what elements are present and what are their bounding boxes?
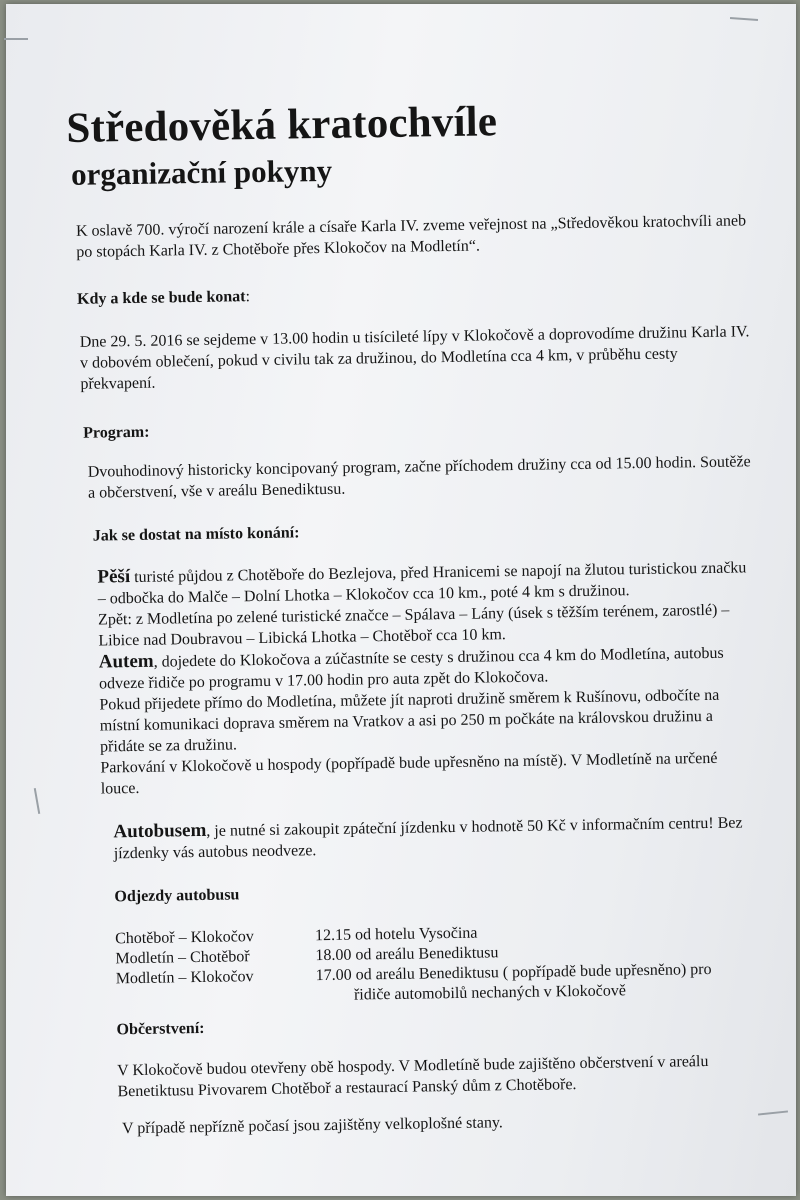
page-subtitle: organizační pokyny [70,152,333,192]
program-paragraph: Dvouhodinový historicky koncipovaný program, začne příchodem družiny cca od 15.00 hodin. Soutěže a občerstvení, vše v areálu Benediktusu. [87,453,751,502]
program-heading: Program: [83,423,150,442]
walk-back-paragraph: Zpět: z Modletína po zelené turistické značce – Spálava – Lány (úsek s těžším terénem, zarostlé) – Libice nad Doubravou – Libická Lhotka – Chotěboř cca 10 km. [97,601,730,650]
bus-text: , je nutné si zakoupit zpáteční jízdenku v hodnotě 50 Kč v informačním centru! Bez jízdenky vás autobus neodveze. [113,814,743,863]
departure-route: Modletín – Chotěboř [115,948,250,968]
departure-route: Chotěboř – Klokočov [114,928,254,948]
page-title: Středověká kratochvíle [66,98,498,152]
walk-text: turisté půjdou z Chotěboře do Bezlejova, před Hranicemi se napojí na žlutou turistickou značku – odbočka do Malče – Dolní Lhotka – Klokočov cca 10 km., poté 4 km s družinou. [97,559,747,608]
car-lead: Autem [98,650,154,673]
how-heading: Jak se dostat na místo konání: [92,524,300,545]
departures-heading: Odjezdy autobusu [114,886,240,906]
notice-content [66,93,762,1140]
when-paragraph: Dne 29. 5. 2016 se sejdeme v 13.00 hodin u tisícileté lípy v Klokočově a doprovodíme družinu Karla IV. v dobovém oblečení, pokud v civilu tak za družinou, do Modletína cca 4 km, v průběhu cesty překvapení. [79,323,750,393]
departures-table [115,919,760,1009]
staple [730,17,758,21]
paper-sheet [6,4,796,1196]
departure-route: Modletín – Klokočov [115,968,254,988]
walk-lead: Pěší [97,566,131,588]
staple [758,1110,788,1115]
staple [34,788,40,814]
refreshments-paragraph: V Klokočově budou otevřeny obě hospody. V Modletíně bude zajištěno občerstvení v areálu Benetiktusu Pivovarem Chotěboř a restaurací Panský dům z Chotěboře. [117,1053,709,1101]
when-heading-suffix: : [245,288,251,306]
travel-section [97,556,757,799]
bus-lead: Autobusem [113,819,207,843]
car-text: , dojedete do Klokočova a zúčastníte se cesty s družinou cca 4 km do Modletína, autobus odveze řidiče po programu v 17.00 hodin pro auta zpět do Klokočova. [98,644,724,693]
intro-paragraph: K oslavě 700. výročí narození krále a císaře Karla IV. zveme veřejnost na „Středověkou kratochvíli aneb po stopách Karla IV. z Chotěboře přes Klokočov na Modletín“. [75,212,747,261]
parking-paragraph: Parkování v Klokočově u hospody (popřípadě bude upřesněno na místě). V Modletíně na určené louce. [100,749,718,798]
departure-time: 12.15 od hotelu Vysočina [314,924,478,945]
staple [4,38,28,40]
refreshments-heading: Občerstvení: [116,1019,205,1039]
when-heading [77,278,749,310]
weather-paragraph: V případě nepřízně počasí jsou zajištěny velkoplošné stany. [121,1114,503,1138]
when-heading-label: Kdy a kde se bude konat [76,288,246,308]
departure-time: 18.00 od areálu Benediktusu [315,944,499,965]
departure-note: řidiče automobilů nechaných v Klokočově [353,982,627,1004]
departure-time: 17.00 od areálu Benediktusu ( popřípadě bude upřesněno) pro [315,960,712,985]
bus-paragraph [113,811,758,864]
car-direct-paragraph: Pokud přijedete přímo do Modletína, můžete jít naproti družině směrem k Rušínovu, odbočíte na místní komunikaci doprava směrem na Vratkov a asi po 250 m počkáte na královskou družinu a přidáte se za družinu. [99,686,720,756]
